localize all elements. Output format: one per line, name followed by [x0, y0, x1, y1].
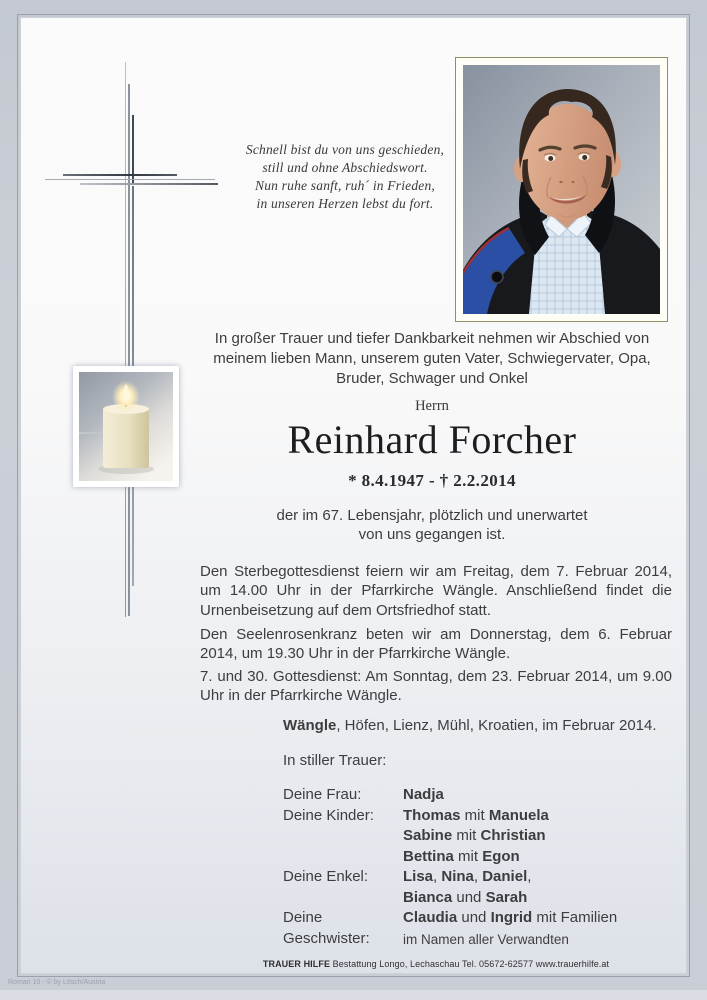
- family-names-line: Nadja: [403, 786, 444, 803]
- cross-horizontal-line: [63, 174, 177, 176]
- memorial-poem: [195, 141, 495, 213]
- memorial-mass-paragraph: 7. und 30. Gottesdienst: Am Sonntag, dem 23. Februar 2014, um 9.00 Uhr in der Pfarrkirche Wängle.: [200, 668, 672, 705]
- family-names-line: Lisa, Nina, Daniel,: [403, 868, 532, 885]
- salutation: Herrn: [415, 398, 449, 414]
- funeral-service-paragraph: Den Sterbegottesdienst feiern wir am Freitag, dem 7. Februar 2014, um 14.00 Uhr in der Pfarrkirche Wängle. Anschließend findet die Urnenbeisetzung auf dem Ortsfriedhof statt.: [200, 563, 672, 619]
- family-list: [283, 785, 643, 949]
- family-names-line: Sabine mit Christian: [403, 827, 546, 844]
- birth-death-dates: * 8.4.1947 - † 2.2.2014: [348, 471, 516, 490]
- poem-line: still und ohne Abschiedswort.: [262, 160, 428, 175]
- deceased-name: Reinhard Forcher: [287, 417, 577, 462]
- family-row: [283, 806, 643, 868]
- poem-line: in unseren Herzen lebst du fort.: [256, 196, 434, 211]
- age-line: von uns gegangen ist.: [358, 526, 506, 543]
- family-names-line: Bianca und Sarah: [403, 888, 528, 906]
- closing-line: im Namen aller Verwandten: [403, 932, 569, 947]
- family-row: [283, 867, 643, 908]
- cross-horizontal-line: [45, 179, 215, 180]
- poem-line: Schnell bist du von uns geschieden,: [245, 142, 445, 157]
- rosary-paragraph: Den Seelenrosenkranz beten wir am Donnerstag, dem 6. Februar 2014, um 19.30 Uhr in der Pfarrkirche Wängle.: [200, 626, 672, 663]
- family-relation-label: Deine Geschwister:: [283, 909, 370, 947]
- print-copyright: Roman 10 - © by Lösch/Austria: [8, 979, 106, 986]
- cross-vertical-line: [128, 84, 130, 616]
- age-line: der im 67. Lebensjahr, plötzlich und unerwartet: [276, 507, 588, 524]
- place-date-line: Wängle, Höfen, Lienz, Mühl, Kroatien, im Februar 2014.: [283, 717, 657, 734]
- family-names: [403, 785, 643, 806]
- mourning-header: In stiller Trauer:: [283, 752, 387, 769]
- poem-line: Nun ruhe sanft, ruh´ in Frieden,: [254, 178, 435, 193]
- cross-vertical-line: [125, 62, 126, 617]
- mourning-intro: In großer Trauer und tiefer Dankbarkeit nehmen wir Abschied von meinem lieben Mann, unserem guten Vater, Schwiegervater, Opa, Bruder, Schwager und Onkel: [213, 330, 651, 387]
- family-relation-label: Deine Frau:: [283, 786, 362, 803]
- family-names: [403, 867, 643, 908]
- family-names-line: Bettina mit Egon: [403, 847, 520, 865]
- family-names-line: Thomas mit Manuela: [403, 806, 549, 824]
- family-relation-label: Deine Kinder:: [283, 806, 374, 824]
- age-statement: [196, 506, 668, 544]
- candle-icon: [73, 366, 179, 487]
- family-relation-label: Deine Enkel:: [283, 868, 369, 885]
- cross-vertical-line: [132, 115, 134, 183]
- family-names: [403, 806, 643, 868]
- scan-edge: [0, 990, 707, 1000]
- family-names-line: Claudia und Ingrid mit Familien: [403, 909, 618, 926]
- funeral-home-footer: TRAUER HILFE Bestattung Longo, Lechaschau Tel. 05672-62577 www.trauerhilfe.at: [262, 959, 610, 969]
- family-row: [283, 785, 643, 806]
